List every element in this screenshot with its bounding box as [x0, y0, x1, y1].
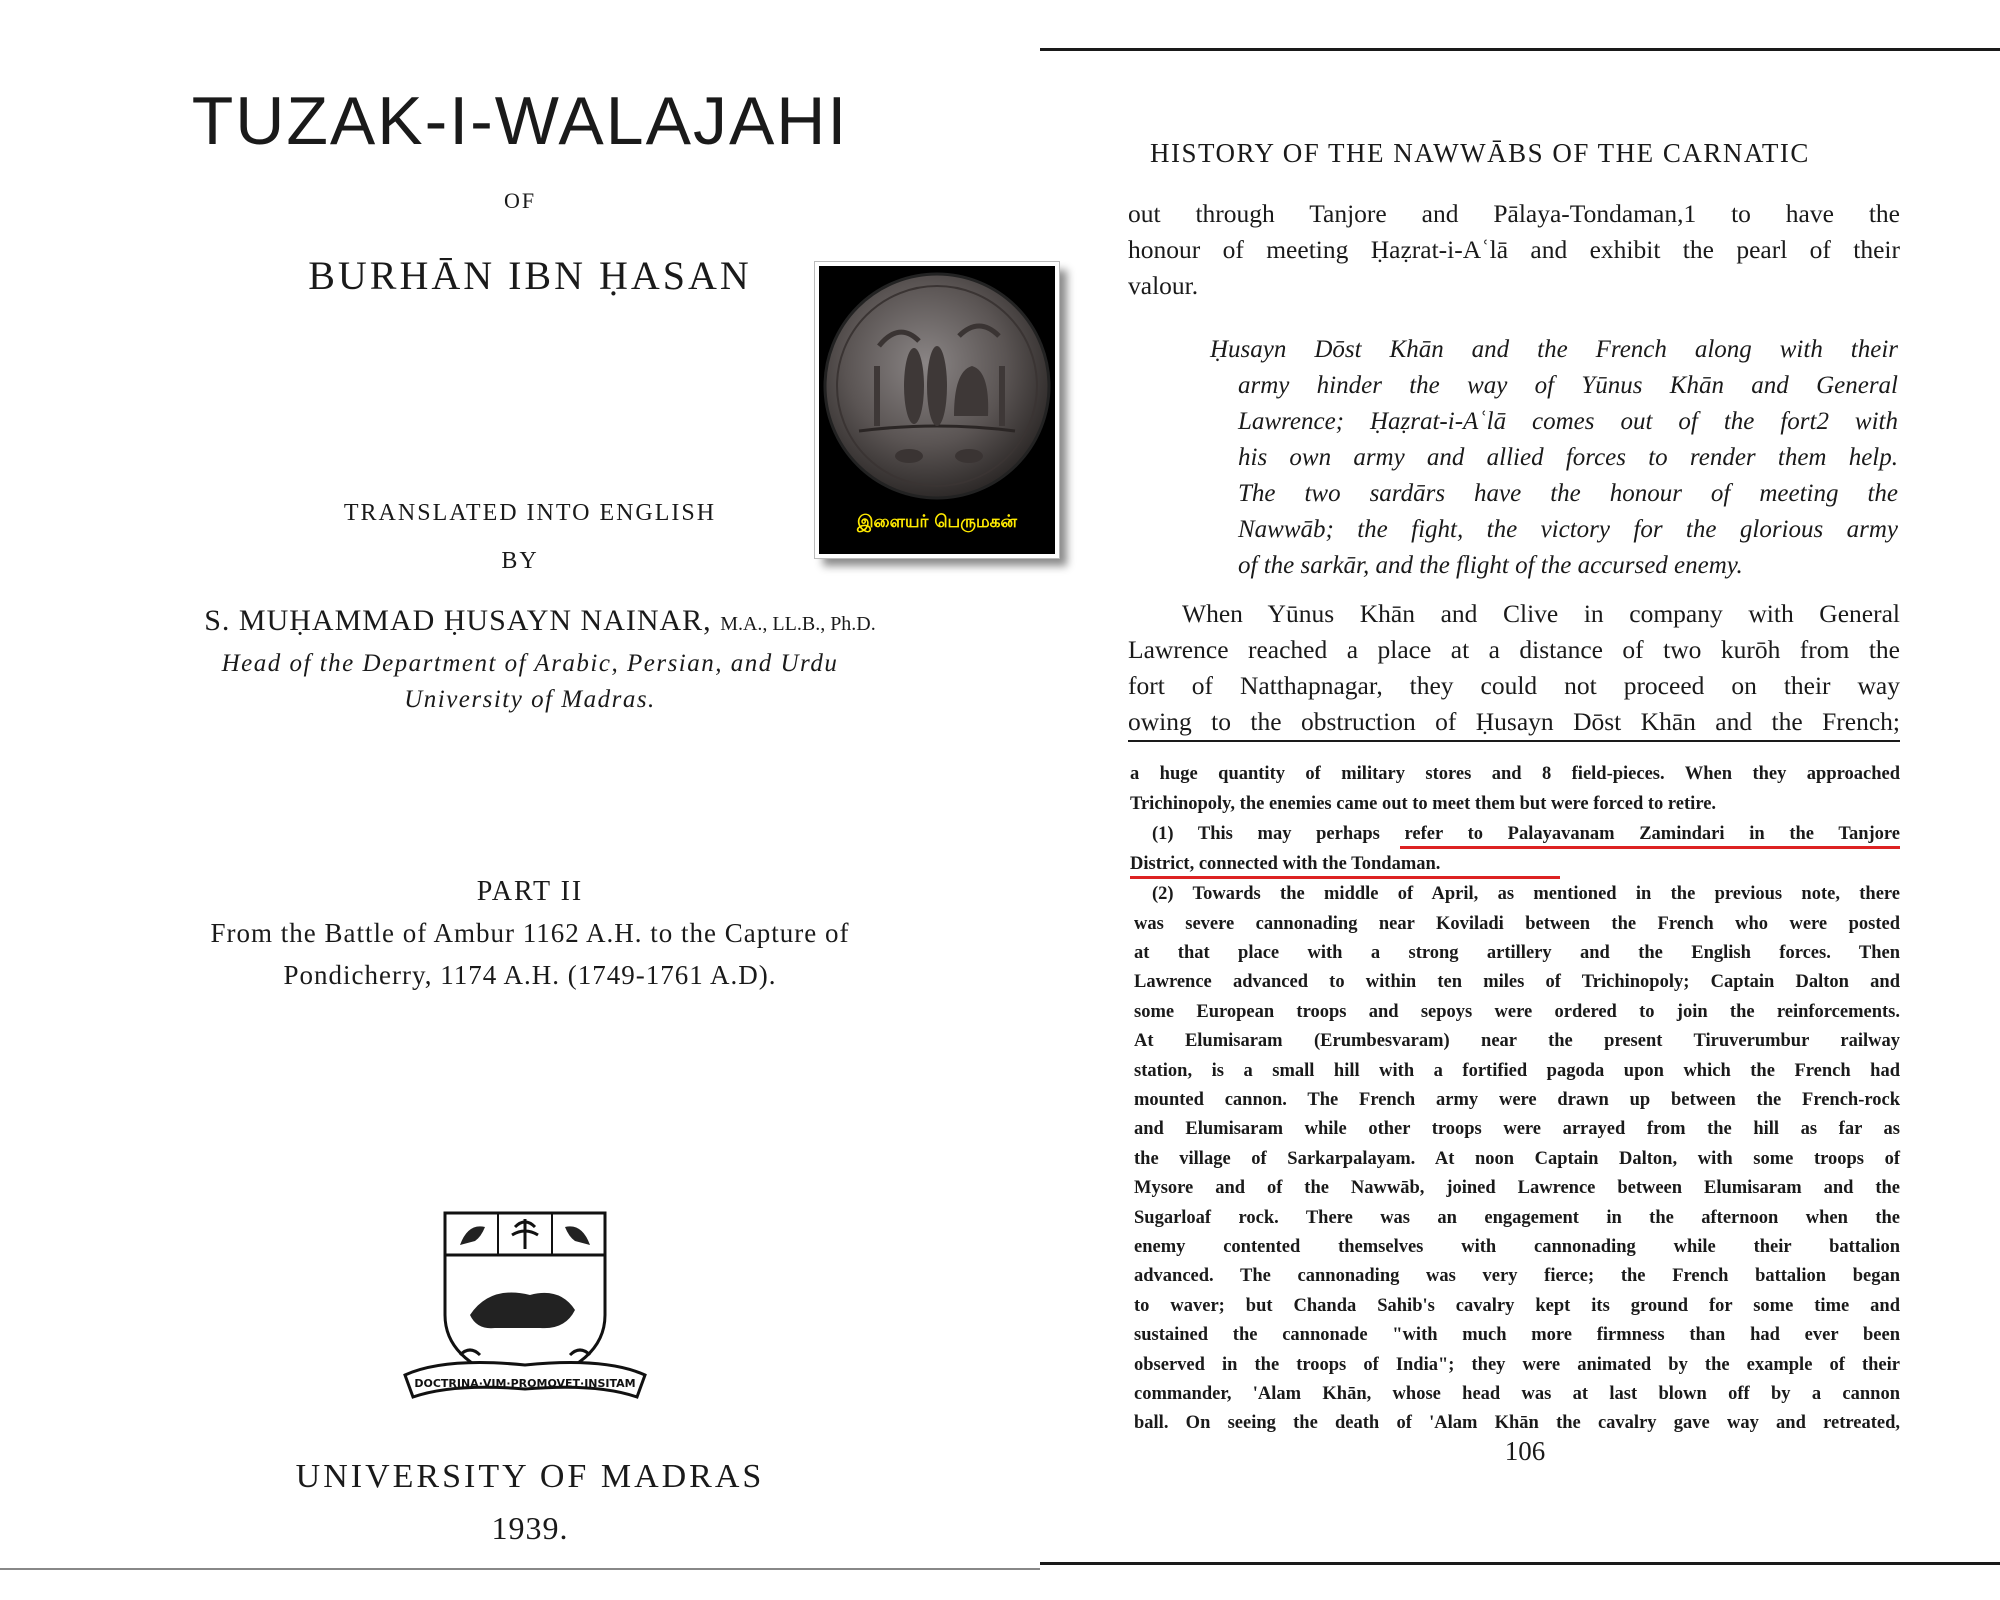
- footnote-2-line: enemy contented themselves with cannonading while their battalion: [1134, 1237, 1900, 1257]
- paragraph-line: honour of meeting Ḥaẓrat-i-Aʿlā and exhibit the pearl of their: [1128, 235, 1900, 264]
- summary-line: Nawwāb; the fight, the victory for the glorious army: [1238, 516, 1898, 543]
- publication-year: 1939.: [491, 1510, 569, 1546]
- annotation-underline: [1400, 846, 1900, 849]
- paragraph-line: out through Tanjore and Pālaya-Tondaman,1 to have the: [1128, 199, 1900, 228]
- paragraph-line: Lawrence reached a place at a distance of two kurōh from the: [1128, 635, 1900, 664]
- by-label: BY: [501, 548, 539, 574]
- left-bottom-rule: [0, 1568, 1040, 1570]
- subtitle-line-2: Pondicherry, 1174 A.H. (1749-1761 A.D).: [283, 960, 777, 990]
- footnote-2-line: mounted cannon. The French army were drawn up between the French-rock: [1134, 1090, 1900, 1110]
- footnote-2-line: Sugarloaf rock. There was an engagement in the afternoon when the: [1134, 1208, 1900, 1228]
- footnote-2-line: some European troops and sepoys were ordered to join the reinforcements.: [1134, 1002, 1900, 1022]
- coin-caption: இளையர் பெருமகன்: [856, 512, 1017, 532]
- coin-icon: [819, 266, 1055, 554]
- footnote-rule: [1128, 740, 1900, 742]
- paragraph-line: When Yūnus Khān and Clive in company with General: [1182, 599, 1900, 628]
- coin-image: [815, 262, 1059, 558]
- summary-line: his own army and allied forces to render them help.: [1238, 444, 1898, 471]
- footnote-2-line: the village of Sarkarpalayam. At noon Captain Dalton, with some troops of: [1134, 1149, 1900, 1169]
- footnote-2-line: sustained the cannonade "with much more firmness than had ever been: [1134, 1325, 1900, 1345]
- summary-line: The two sardārs have the honour of meeting the: [1238, 480, 1898, 507]
- footnote-line: a huge quantity of military stores and 8 field-pieces. When they approached: [1130, 764, 1900, 784]
- footnote-2-line: At Elumisaram (Erumbesvaram) near the present Tiruverumbur railway: [1134, 1031, 1900, 1051]
- footnote-1-line: (1) This may perhaps refer to Palayavanam Zamindari in the Tanjore: [1152, 824, 1900, 844]
- paragraph-line: valour.: [1128, 271, 1199, 300]
- top-rule: [1040, 48, 2000, 51]
- footnote-2-line: Mysore and of the Nawwāb, joined Lawrence between Elumisaram and the: [1134, 1178, 1900, 1198]
- footnote-2-line: advanced. The cannonading was very fierce; the French battalion began: [1134, 1266, 1900, 1286]
- footnote-2-line: commander, 'Alam Khān, whose head was at last blown off by a cannon: [1134, 1384, 1900, 1404]
- author-name: BURHĀN IBN ḤASAN: [308, 253, 752, 298]
- translator-degrees: M.A., LL.B., Ph.D.: [720, 613, 876, 635]
- page-number: 106: [1504, 1436, 1546, 1466]
- bottom-rule: [1040, 1562, 2000, 1565]
- footnote-line: Trichinopoly, the enemies came out to meet them but were forced to retire.: [1130, 794, 1717, 814]
- annotation-underline: [1130, 876, 1560, 879]
- footnote-2-line: station, is a small hill with a fortified pagoda upon which the French had: [1134, 1061, 1900, 1081]
- part-label: PART II: [476, 876, 584, 907]
- footnote-2-line: (2) Towards the middle of April, as mentioned in the previous note, there: [1152, 884, 1900, 904]
- crest-motto: DOCTRINA·VIM·PROMOVET·INSITAM: [414, 1377, 636, 1390]
- paragraph-line: fort of Natthарnagar, they could not proceed on their way: [1128, 671, 1900, 700]
- university-crest-icon: [400, 1205, 650, 1415]
- department-line-2: University of Madras.: [404, 686, 656, 713]
- summary-line: of the sarkār, and the flight of the accursed enemy.: [1238, 552, 1743, 579]
- footnote-2-line: ball. On seeing the death of 'Alam Khān the cavalry gave way and retreated,: [1134, 1413, 1900, 1433]
- department-line-1: Head of the Department of Arabic, Persian, and Urdu: [221, 650, 839, 677]
- footnote-2-line: at that place with a strong artillery and the English forces. Then: [1134, 943, 1900, 963]
- footnote-1-line: District, connected with the Tondaman.: [1130, 854, 1441, 874]
- footnote-2-line: to waver; but Chanda Sahib's cavalry kept its ground for some time and: [1134, 1296, 1900, 1316]
- book-title: TUZAK-I-WALAJAHI: [191, 83, 849, 159]
- footnote-2-line: and Elumisaram while other troops were arrayed from the hill as far as: [1134, 1119, 1900, 1139]
- translator-line: [60, 604, 1020, 638]
- of-label: OF: [503, 188, 537, 213]
- translator-name: S. MUḤAMMAD ḤUSAYN NAINAR,: [204, 604, 712, 637]
- footnote-2-line: Lawrence advanced to within ten miles of Trichinopoly; Captain Dalton and: [1134, 972, 1900, 992]
- paragraph-line: owing to the obstruction of Ḥusayn Dōst Khān and the French;: [1128, 707, 1900, 736]
- footnote-2-line: was severe cannonading near Koviladi between the French who were posted: [1134, 914, 1900, 934]
- summary-line: army hinder the way of Yūnus Khān and General: [1238, 372, 1898, 399]
- publisher: UNIVERSITY OF MADRAS: [295, 1458, 765, 1495]
- subtitle-line-1: From the Battle of Ambur 1162 A.H. to the Capture of: [210, 918, 850, 948]
- summary-line: Lawrence; Ḥaẓrat-i-Aʿlā comes out of the fort2 with: [1238, 408, 1898, 435]
- footnote-2-line: observed in the troops of India"; they were animated by the example of their: [1134, 1355, 1900, 1375]
- translated-label: TRANSLATED INTO ENGLISH: [343, 500, 717, 526]
- running-head: HISTORY OF THE NAWWĀBS OF THE CARNATIC: [1150, 138, 1810, 168]
- summary-line: Ḥusayn Dōst Khān and the French along with their: [1210, 336, 1898, 363]
